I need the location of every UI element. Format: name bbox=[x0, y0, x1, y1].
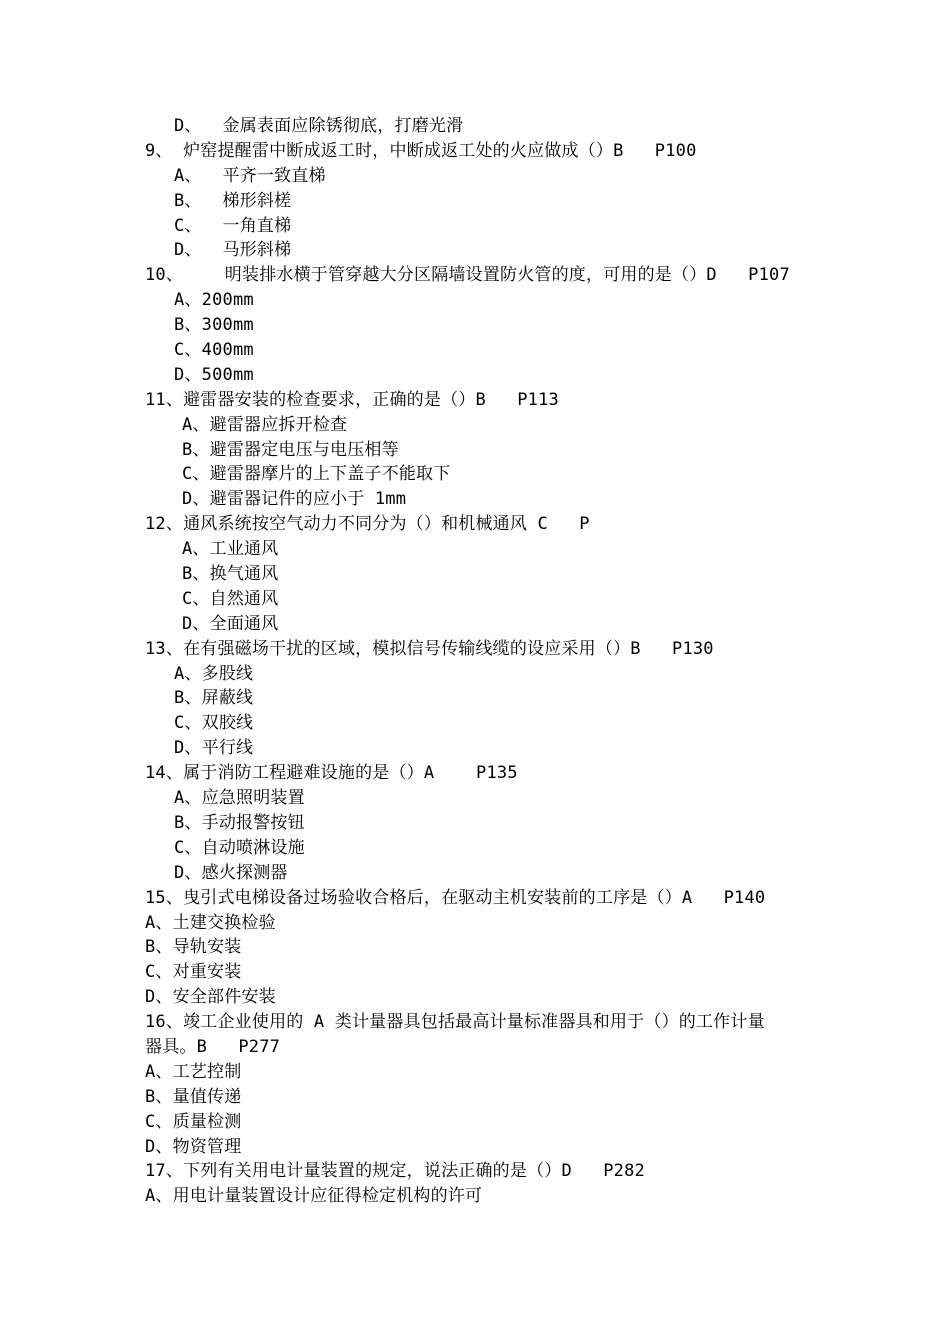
text-line: 11、避雷器安装的检查要求，正确的是（）B P113 bbox=[145, 389, 559, 410]
text-line: C、400mm bbox=[174, 340, 254, 361]
text-line: 13、在有强磁场干扰的区域，模拟信号传输线缆的设应采用（）B P130 bbox=[145, 638, 714, 659]
text-line: C、自动喷淋设施 bbox=[174, 837, 305, 858]
text-line: 10、 明装排水横于管穿越大分区隔墙设置防火管的度，可用的是（）D P107 bbox=[145, 265, 790, 286]
text-line: D、500mm bbox=[174, 364, 254, 385]
document-page bbox=[0, 114, 950, 1209]
text-line: B、导轨安装 bbox=[145, 937, 242, 958]
text-line: C、对重安装 bbox=[145, 962, 242, 983]
text-line: 16、竣工企业使用的 A 类计量器具包括最高计量标准器具和用于（）的工作计量 bbox=[145, 1012, 765, 1033]
text-line: B、换气通风 bbox=[182, 564, 279, 585]
text-line: 15、曳引式电梯设备过场验收合格后，在驱动主机安装前的工序是（）A P140 bbox=[145, 887, 766, 908]
text-line: D、 金属表面应除锈彻底，打磨光滑 bbox=[174, 116, 464, 136]
text-line: B、 梯形斜槎 bbox=[174, 190, 292, 211]
text-line: D、平行线 bbox=[174, 738, 254, 759]
text-line: D、物资管理 bbox=[145, 1136, 242, 1157]
text-line: C、 一角直梯 bbox=[174, 215, 292, 236]
text-line: D、感火探测器 bbox=[174, 862, 288, 883]
text-line: 器具。B P277 bbox=[145, 1036, 281, 1057]
text-line: C、避雷器摩片的上下盖子不能取下 bbox=[182, 464, 451, 485]
text-line: 9、 炉窑提醒雷中断成返工时，中断成返工处的火应做成（）B P100 bbox=[145, 140, 697, 161]
text-line: B、300mm bbox=[174, 315, 254, 336]
text-line: A、土建交换检验 bbox=[145, 912, 276, 933]
text-line: B、避雷器定电压与电压相等 bbox=[182, 439, 399, 460]
text-line: D、 马形斜梯 bbox=[174, 240, 292, 261]
text-line: D、全面通风 bbox=[182, 613, 279, 634]
text-line: D、避雷器记件的应小于 1mm bbox=[182, 489, 407, 510]
text-line: C、双胶线 bbox=[174, 713, 254, 734]
text-line: A、应急照明装置 bbox=[174, 788, 305, 809]
text-line: B、手动报警按钮 bbox=[174, 812, 305, 833]
text-line: B、量值传递 bbox=[145, 1086, 242, 1107]
text-line: 14、属于消防工程避难设施的是（）A P135 bbox=[145, 763, 518, 784]
text-line: A、避雷器应拆开检查 bbox=[182, 414, 348, 435]
text-line: C、自然通风 bbox=[182, 588, 279, 609]
text-line: 12、通风系统按空气动力不同分为（）和机械通风 C P bbox=[145, 514, 590, 535]
text-line: A、200mm bbox=[174, 290, 254, 311]
text-line: A、 平齐一致直梯 bbox=[174, 165, 326, 186]
text-line: D、安全部件安装 bbox=[145, 987, 276, 1008]
text-line: A、工艺控制 bbox=[145, 1061, 242, 1082]
text-line: 17、下列有关用电计量装置的规定，说法正确的是（）D P282 bbox=[145, 1161, 645, 1182]
text-line: A、用电计量装置设计应征得检定机构的许可 bbox=[145, 1186, 483, 1207]
text-line: A、工业通风 bbox=[182, 539, 279, 560]
text-line: B、屏蔽线 bbox=[174, 688, 254, 709]
text-line: A、多股线 bbox=[174, 663, 254, 684]
text-line: C、质量检测 bbox=[145, 1111, 242, 1132]
